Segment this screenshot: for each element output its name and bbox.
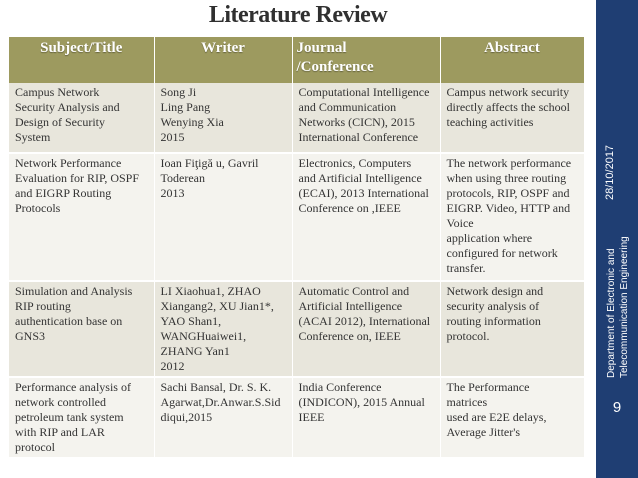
slide-title: Literature Review <box>208 2 388 28</box>
department-label <box>605 236 631 378</box>
cell-subject: Network Performance Evaluation for RIP, OSPF and EIGRP Routing Protocols <box>9 153 154 281</box>
cell-journal: Computational Intelligence and Communication Networks (CICN), 2015 International Conference <box>292 83 440 153</box>
cell-journal: India Conference (INDICON), 2015 Annual IEEE <box>292 377 440 458</box>
table-header-row <box>9 37 584 83</box>
header-subject: Subject/Title <box>9 37 154 83</box>
cell-writer: Song Ji Ling Pang Wenying Xia 2015 <box>154 83 292 153</box>
cell-writer: Ioan Fiţigă u, Gavril Toderean 2013 <box>154 153 292 281</box>
table-row <box>9 153 584 281</box>
header-abstract: Abstract <box>440 37 584 83</box>
cell-journal: Automatic Control and Artificial Intelligence (ACAI 2012), International Conference on, IEEE <box>292 281 440 377</box>
table-row <box>9 281 584 377</box>
department-line-1: Department of Electronic and <box>606 248 617 378</box>
page-number: 9 <box>612 399 622 416</box>
cell-writer: LI Xiaohua1, ZHAO Xiangang2, XU Jian1*, YAO Shan1, WANGHuaiwei1, ZHANG Yan1 2012 <box>154 281 292 377</box>
literature-table <box>9 37 585 459</box>
cell-subject: Simulation and Analysis RIP routing authentication base on GNS3 <box>9 281 154 377</box>
cell-subject: Performance analysis of network controlled petroleum tank system with RIP and LAR protocol <box>9 377 154 458</box>
cell-abstract: Campus network security directly affects the school teaching activities <box>440 83 584 153</box>
cell-writer: Sachi Bansal, Dr. S. K. Agarwat,Dr.Anwar.S.Sid diqui,2015 <box>154 377 292 458</box>
slide-date: 28/10/2017 <box>604 144 616 200</box>
table-row <box>9 377 584 458</box>
table-row <box>9 83 584 153</box>
cell-subject: Campus Network Security Analysis and Design of Security System <box>9 83 154 153</box>
header-journal: Journal /Conference <box>292 37 440 83</box>
cell-journal: Electronics, Computers and Artificial Intelligence (ECAI), 2013 International Conference on ,IEEE <box>292 153 440 281</box>
cell-abstract: The Performance matrices used are E2E delays, Average Jitter's <box>440 377 584 458</box>
cell-abstract: Network design and security analysis of routing information protocol. <box>440 281 584 377</box>
cell-abstract: The network performance when using three routing protocols, RIP, OSPF and EIGRP. Video, HTTP and Voice application where configured for network transfer. <box>440 153 584 281</box>
department-line-2: Telecommunication Engineering <box>619 236 630 378</box>
header-writer: Writer <box>154 37 292 83</box>
